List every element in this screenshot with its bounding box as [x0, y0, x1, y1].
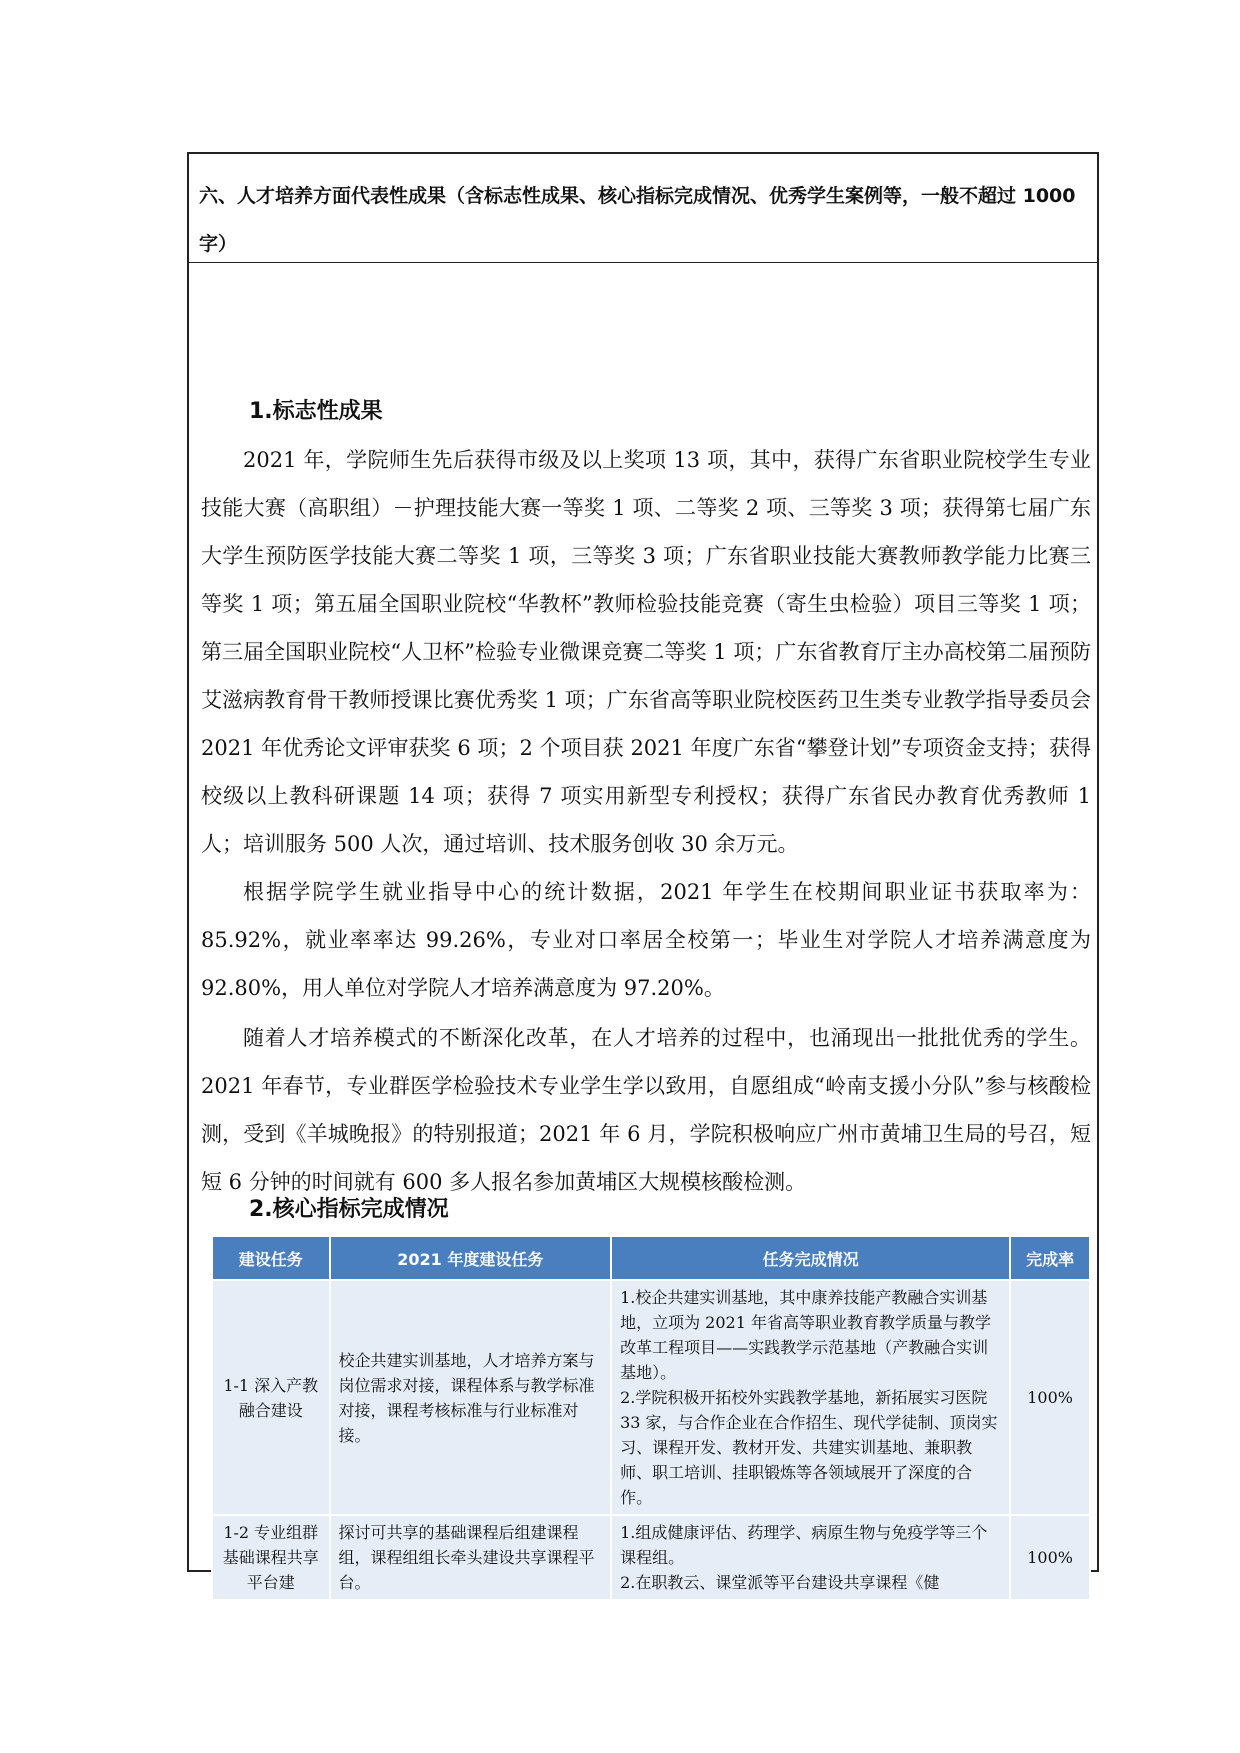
paragraph-employment-stats: 根据学院学生就业指导中心的统计数据，2021 年学生在校期间职业证书获取率为：85.92%，就业率率达 99.26%，专业对口率居全校第一；毕业生对学院人才培养满意度为 92.80%，用人单位对学院人才培养满意度为 97.20%。: [201, 880, 1091, 1000]
paragraph-outstanding-students: 随着人才培养模式的不断深化改革，在人才培养的过程中，也涌现出一批批优秀的学生。2021 年春节，专业群医学检验技术专业学生学以致用，自愿组成“岭南支援小分队”参与核酸检测，受到《羊城晚报》的特别报道；2021 年 6 月，学院积极响应广州市黄埔卫生局的号召，短短 6 分钟的时间就有 600 多人报名参加黄埔区大规模核酸检测。: [201, 1026, 1091, 1194]
core-indicator-table: [211, 1235, 1091, 1601]
paragraph-awards: 2021 年，学院师生先后获得市级及以上奖项 13 项，其中，获得广东省职业院校学生专业技能大赛（高职组）－护理技能大赛一等奖 1 项、二等奖 2 项、三等奖 3 项；获得第七届广东大学生预防医学技能大赛二等奖 1 项，三等奖 3 项；广东省职业技能大赛教师教学能力比赛三等奖 1 项；第五届全国职业院校“华教杯”教师检验技能竞赛（寄生虫检验）项目三等奖 1 项；第三届全国职业院校“人卫杯”检验专业微课竞赛二等奖 1 项；广东省教育厅主办高校第二届预防艾滋病教育骨干教师授课比赛优秀奖 1 项；广东省高等职业院校医药卫生类专业教学指导委员会 2021 年优秀论文评审获奖 6 项；2 个项目获 2021 年度广东省“攀登计划”专项资金支持；获得校级以上教科研课题 14 项；获得 7 项实用新型专利授权；获得广东省民办教育优秀教师 1 人；培训服务 500 人次，通过培训、技术服务创收 30 余万元。: [201, 448, 1091, 856]
subheading-core-indicators: 2.核心指标完成情况: [249, 1197, 449, 1222]
completion-item: 2.学院积极开拓校外实践教学基地，新拓展实习医院 33 家，与合作企业在合作招生、现代学徒制、顶岗实习、课程开发、教材开发、共建实训基地、兼职教师、职工培训、挂职锻炼等各领域展开了深度的合作。: [620, 1388, 998, 1507]
header-task: 建设任务: [212, 1236, 330, 1280]
cell-task: 1-1 深入产教融合建设: [212, 1280, 330, 1515]
table-row: [212, 1515, 1090, 1600]
subheading-landmark-achievements: 1.标志性成果: [249, 399, 383, 424]
table-header-row: [212, 1236, 1090, 1280]
header-completion: 任务完成情况: [611, 1236, 1010, 1280]
cell-completion: [611, 1280, 1010, 1515]
cell-plan: 探讨可共享的基础课程后组建课程组，课程组组长牵头建设共享课程平台。: [330, 1515, 612, 1600]
cell-rate: 100%: [1010, 1515, 1090, 1600]
cell-plan: 校企共建实训基地，人才培养方案与岗位需求对接，课程体系与教学标准对接，课程考核标准与行业标准对接。: [330, 1280, 612, 1515]
table-row: [212, 1280, 1090, 1515]
header-plan: 2021 年度建设任务: [330, 1236, 612, 1280]
completion-item: 1.校企共建实训基地，其中康养技能产教融合实训基地，立项为 2021 年省高等职业教育教学质量与教学改革工程项目——实践教学示范基地（产教融合实训基地）。: [620, 1288, 991, 1382]
completion-item: 1.组成健康评估、药理学、病原生物与免疫学等三个课程组。: [620, 1523, 988, 1567]
header-rate: 完成率: [1010, 1236, 1090, 1280]
cell-completion: [611, 1515, 1010, 1600]
form-frame: [187, 152, 1099, 1592]
completion-item: 2.在职教云、课堂派等平台建设共享课程《健: [620, 1573, 940, 1592]
cell-rate: 100%: [1010, 1280, 1090, 1515]
section-title: 六、人才培养方面代表性成果（含标志性成果、核心指标完成情况、优秀学生案例等，一般不超过 1000 字）: [199, 185, 1076, 255]
cell-task: 1-2 专业组群基础课程共享平台建: [212, 1515, 330, 1600]
section-divider: [189, 262, 1097, 263]
